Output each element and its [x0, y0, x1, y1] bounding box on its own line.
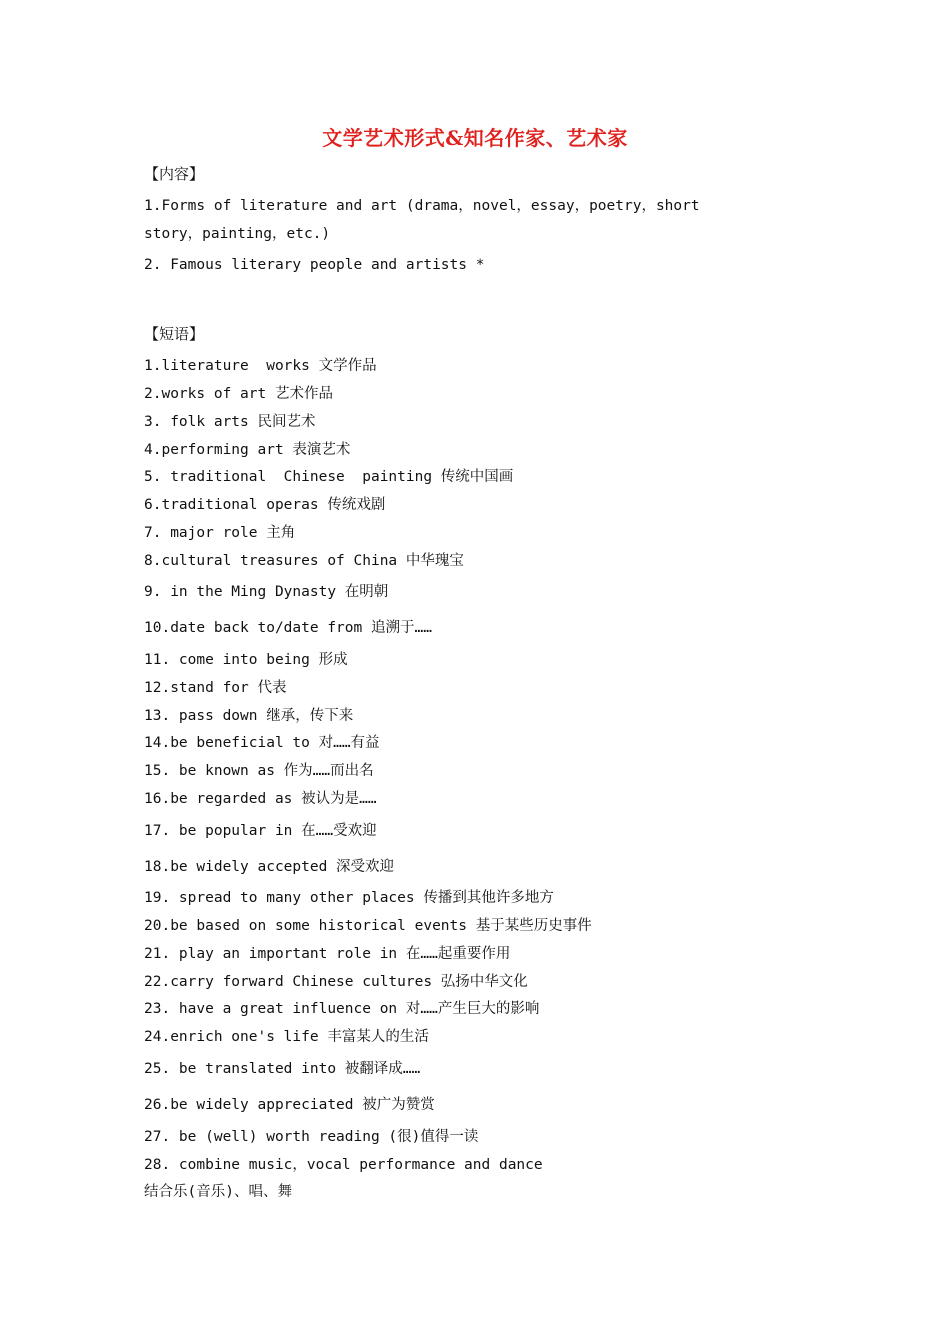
phrase-item: 6.traditional operas 传统戏剧 [144, 497, 386, 513]
phrase-item: 22.carry forward Chinese cultures 弘扬中华文化 [144, 974, 528, 990]
phrase-item: 17. be popular in 在……受欢迎 [144, 823, 377, 839]
phrase-item: 25. be translated into 被翻译成…… [144, 1061, 421, 1077]
content-line: 1.Forms of literature and art (drama，novel，essay，poetry，short [144, 198, 700, 214]
phrase-item: 4.performing art 表演艺术 [144, 442, 351, 458]
page-title: 文学艺术形式&知名作家、艺术家 [322, 126, 628, 150]
phrase-item: 14.be beneficial to 对……有益 [144, 735, 380, 751]
phrase-item: 7. major role 主角 [144, 525, 296, 541]
phrase-item: 11. come into being 形成 [144, 652, 348, 668]
phrases-heading: 【短语】 [144, 325, 205, 343]
phrase-item: 24.enrich one's life 丰富某人的生活 [144, 1029, 429, 1045]
phrase-item: 28. combine music，vocal performance and dance [144, 1157, 543, 1173]
phrase-item: 20.be based on some historical events 基于某些历史事件 [144, 918, 592, 934]
phrase-item: 结合乐(音乐)、唱、舞 [144, 1184, 292, 1200]
phrase-item: 5. traditional Chinese painting 传统中国画 [144, 469, 514, 485]
phrase-item: 3. folk arts 民间艺术 [144, 414, 316, 430]
phrase-item: 10.date back to/date from 追溯于…… [144, 620, 432, 636]
phrase-item: 23. have a great influence on 对……产生巨大的影响 [144, 1001, 540, 1017]
phrase-item: 9. in the Ming Dynasty 在明朝 [144, 584, 389, 600]
content-line: 2. Famous literary people and artists * [144, 257, 485, 273]
phrase-item: 13. pass down 继承，传下来 [144, 708, 354, 724]
phrase-item: 18.be widely accepted 深受欢迎 [144, 859, 395, 875]
content-line: story，painting，etc.) [144, 226, 331, 242]
phrase-item: 15. be known as 作为……而出名 [144, 763, 374, 779]
phrase-item: 8.cultural treasures of China 中华瑰宝 [144, 553, 464, 569]
phrase-item: 26.be widely appreciated 被广为赞赏 [144, 1097, 435, 1113]
phrase-item: 2.works of art 艺术作品 [144, 386, 333, 402]
content-heading: 【内容】 [144, 165, 205, 183]
phrase-item: 19. spread to many other places 传播到其他许多地方 [144, 890, 554, 906]
phrase-item: 16.be regarded as 被认为是…… [144, 791, 377, 807]
phrase-item: 12.stand for 代表 [144, 680, 287, 696]
phrase-item: 27. be (well) worth reading (很)值得一读 [144, 1129, 479, 1145]
phrase-item: 21. play an important role in 在……起重要作用 [144, 946, 511, 962]
phrase-item: 1.literature works 文学作品 [144, 358, 377, 374]
